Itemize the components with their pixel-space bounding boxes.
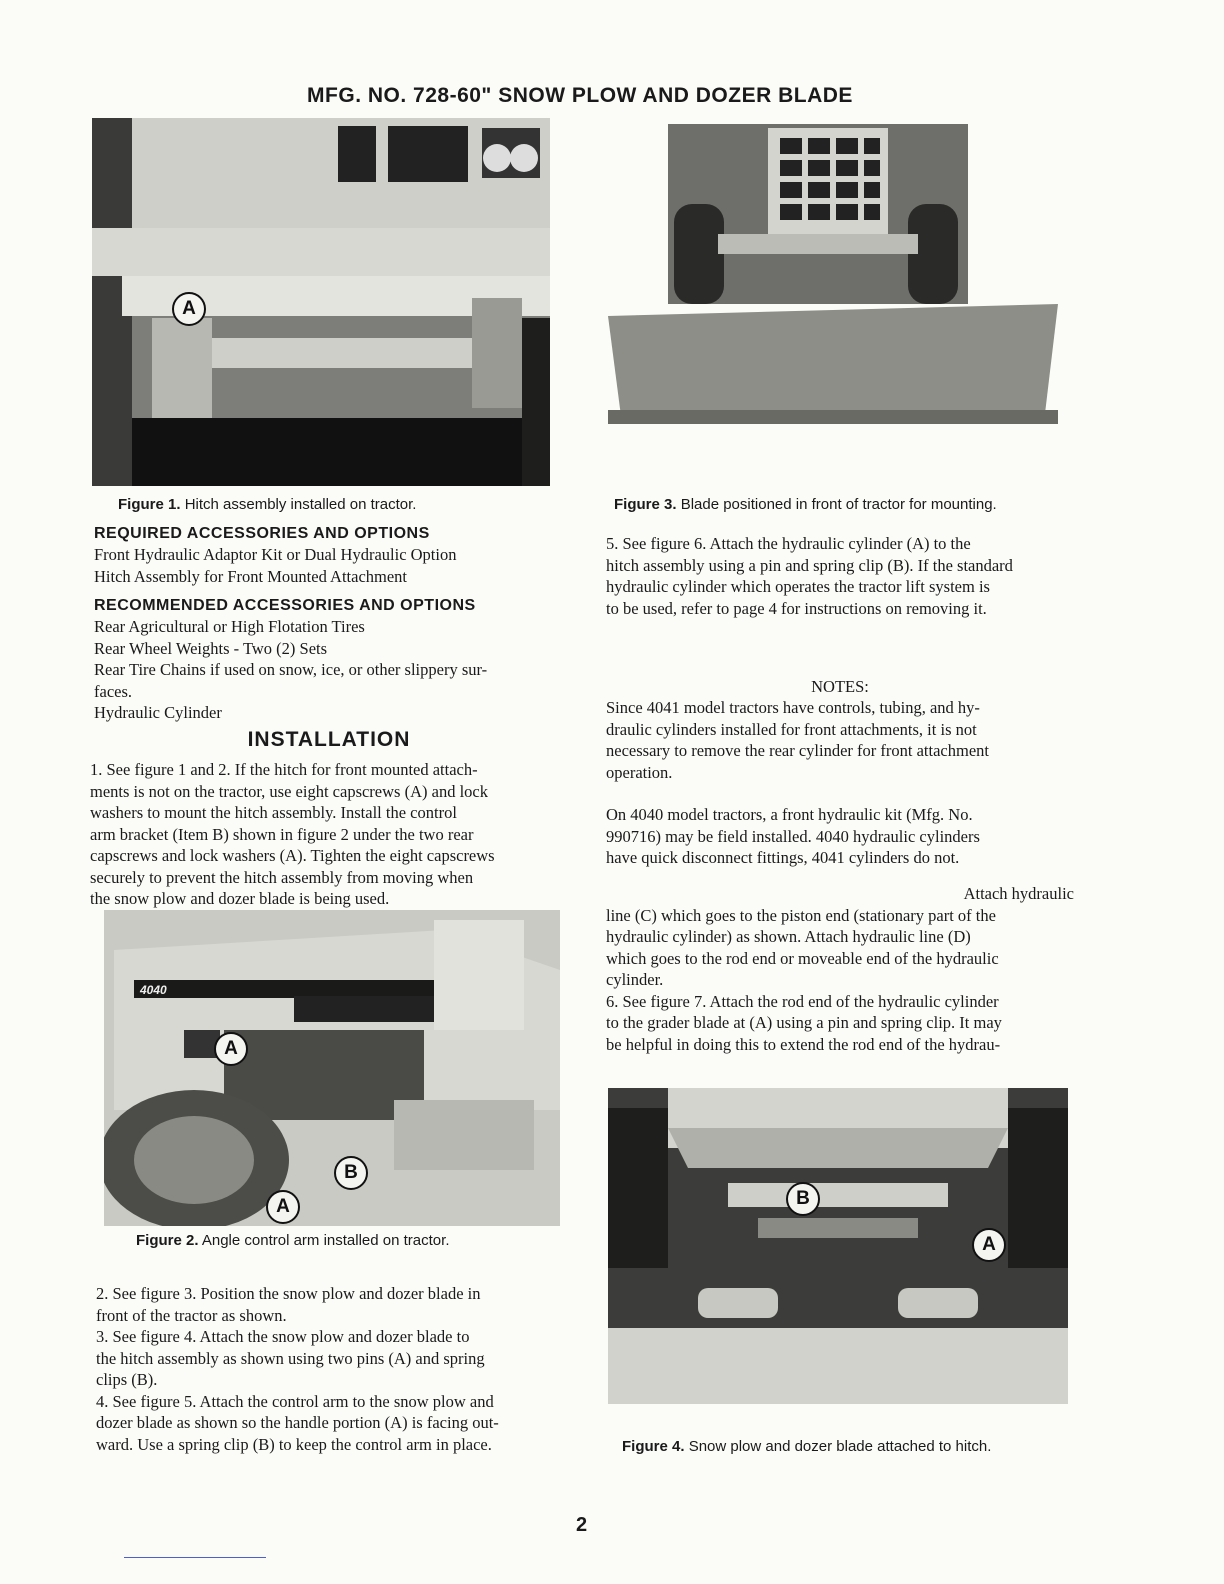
list-item: Hydraulic Cylinder [94, 703, 222, 722]
note-1: Since 4041 model tractors have controls, tubing, and hy- draulic cylinders installed for front attachments, it is not necessary to remove the rear cylinder for front attachment operation. [606, 698, 989, 782]
recommended-list [94, 616, 564, 724]
figure-3-photo [608, 124, 1058, 424]
callout-b: B [786, 1182, 820, 1216]
callout-a: A [972, 1228, 1006, 1262]
figure-2-caption: Figure 2. Angle control arm installed on tractor. [136, 1232, 450, 1249]
installation-step-5: 5. See figure 6. Attach the hydraulic cylinder (A) to the hitch assembly using a pin and spring clip (B). If the standard hydraulic cylinder which operates the tractor lift system is to be used, refer to page 4 for instructions on removing it. [606, 534, 1013, 618]
installation-heading: INSTALLATION [247, 728, 411, 751]
figure-1-caption: Figure 1. Hitch assembly installed on tractor. [118, 496, 417, 513]
figure-4-caption: Figure 4. Snow plow and dozer blade attached to hitch. [622, 1438, 992, 1455]
list-item: Rear Agricultural or High Flotation Tires [94, 617, 365, 636]
recommended-heading: RECOMMENDED ACCESSORIES AND OPTIONS [94, 597, 476, 614]
list-item: Rear Tire Chains if used on snow, ice, or other slippery sur- [94, 660, 488, 679]
callout-a: A [266, 1190, 300, 1224]
required-heading: REQUIRED ACCESSORIES AND OPTIONS [94, 525, 430, 542]
installation-continued: Attach hydraulic line (C) which goes to the piston end (stationary part of the hydraulic cylinder) as shown. Attach hydraulic line (D) which goes to the rod end or moveable end of the hydraulic cylinder. 6. See figure 7. Attach the rod end of the hydraulic cylinder to the grader blade at (A) using a pin and spring clip. It may be helpful in doing this to extend the rod end of the hydrau- [606, 884, 1074, 1054]
callout-b: B [334, 1156, 368, 1190]
tractor-model-badge: 4040 [140, 983, 167, 997]
figure-2-photo [104, 910, 560, 1226]
figure-4-photo [608, 1088, 1068, 1404]
figure-1-photo [92, 118, 550, 486]
figure-3-caption: Figure 3. Blade positioned in front of tractor for mounting. [614, 496, 997, 513]
installation-step-1: 1. See figure 1 and 2. If the hitch for front mounted attach- ments is not on the tractor, use eight capscrews (A) and lock washers to mount the hitch assembly. Install the control arm bracket (Item B) shown in figure 2 under the two rear capscrews and lock washers (A). Tighten the eight capscrews securely to prevent the hitch assembly from moving when the snow plow and dozer blade is being used. [90, 760, 495, 908]
list-item: Hitch Assembly for Front Mounted Attachment [94, 566, 408, 586]
notes-heading: NOTES: [811, 677, 869, 696]
list-item: faces. [94, 681, 133, 701]
callout-a: A [172, 292, 206, 326]
installation-steps-2-4: 2. See figure 3. Position the snow plow and dozer blade in front of the tractor as shown. 3. See figure 4. Attach the snow plow and dozer blade to the hitch assembly as shown using two pins (A) and spring clips (B). 4. See figure 5. Attach the control arm to the snow plow and dozer blade as shown so the handle portion (A) is facing out- ward. Use a spring clip (B) to keep the control arm in place. [96, 1284, 499, 1454]
list-item: Rear Wheel Weights - Two (2) Sets [94, 638, 328, 658]
page-number: 2 [576, 1514, 588, 1536]
required-list [94, 544, 564, 587]
list-item: Front Hydraulic Adaptor Kit or Dual Hydraulic Option [94, 545, 457, 564]
footer-rule [124, 1557, 266, 1558]
callout-a: A [214, 1032, 248, 1066]
page-title: MFG. NO. 728-60" SNOW PLOW AND DOZER BLADE [307, 84, 853, 107]
note-2: On 4040 model tractors, a front hydraulic kit (Mfg. No. 990716) may be field installed. 4040 hydraulic cylinders have quick disconnect fittings, 4041 cylinders do not. [606, 805, 980, 867]
